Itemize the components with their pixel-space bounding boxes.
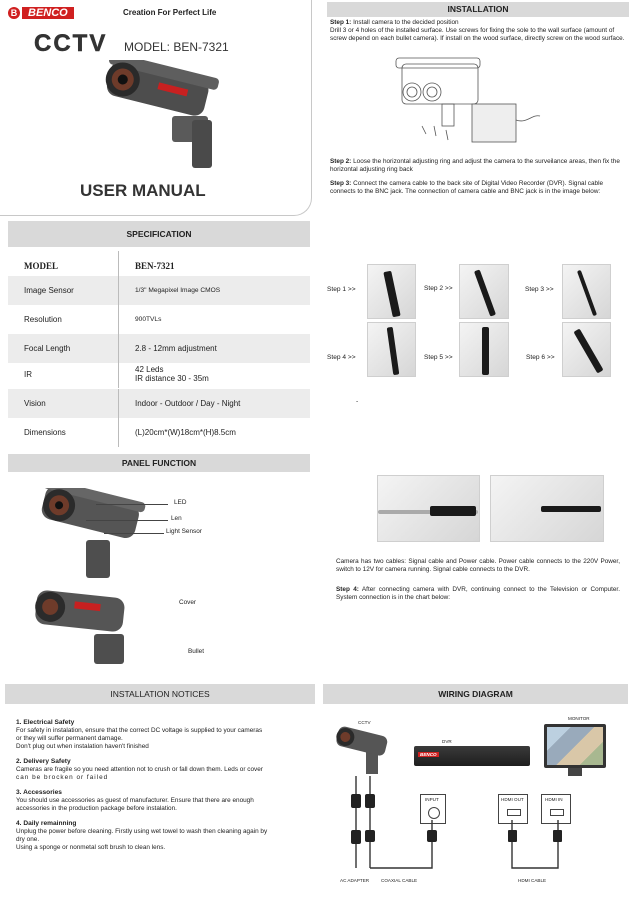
wd-monitor-label: MONITOR: [568, 716, 590, 721]
brand-name: BENCO: [22, 7, 74, 19]
spec-header-key: MODEL: [24, 260, 59, 271]
wd-dvr-box: [414, 746, 530, 766]
wd-monitor: [544, 724, 606, 768]
notice-heading: 2. Delivery Safety: [16, 758, 71, 765]
wd-cctv-label: CCTV: [358, 720, 371, 725]
spec-value: [118, 389, 310, 418]
step-label: Step 1 >>: [327, 286, 356, 293]
wd-cables: [336, 776, 626, 876]
step4-body: After connecting camera with DVR, continuing connect to the Television or Computer. System connection is in the chart below:: [336, 586, 620, 601]
camera-illustration: [96, 60, 236, 170]
wd-camera: [332, 726, 392, 778]
step2-head: Step 2:: [330, 158, 352, 165]
step3-body: Connect the camera cable to the back site of Digital Video Recorder (DVR). Signal cable connects to the BNC jack. The connection of camera cable and BNC jack is in the image below:: [330, 180, 604, 195]
label-bullet: Bullet: [188, 648, 204, 655]
notice-line: Cameras are fragile so you need attention not to crush or fall down them. Leds or cover: [16, 766, 263, 773]
step4-text: [336, 586, 620, 602]
notice-line: Unplug the power before cleaning. Firstly using wet towel to wash then cleaning again by: [16, 828, 268, 835]
led-pointer: [96, 504, 168, 505]
spec-row: [8, 305, 310, 334]
panel-function-header: PANEL FUNCTION: [8, 454, 310, 472]
step3-text: [330, 180, 626, 196]
mounting-illustration: [382, 54, 544, 150]
step1-a: Install camera to the decided position: [353, 19, 459, 26]
spec-value-text: 1/3" Megapixel Image CMOS: [135, 287, 221, 294]
spec-value-text: Indoor - Outdoor / Day - Night: [135, 399, 241, 408]
wd-hdmi-cable-label: HDMI CABLE: [518, 878, 547, 883]
spec-key: Resolution: [24, 315, 62, 324]
light-sensor-pointer: [104, 533, 164, 534]
notice-line: You should use accessories as guest of manufacturer. Ensure that there are enough: [16, 797, 254, 804]
step-photo-4: [367, 322, 416, 377]
spec-key: Vision: [24, 399, 46, 408]
step-label: Step 2 >>: [424, 285, 453, 292]
spec-value-text: 2.8 - 12mm adjustment: [135, 344, 217, 353]
step1-b: Drill 3 or 4 holes of the installed surface. Use screws for fixing the sole to the wall surface (amount of screw depend on each bullet camera). If install on the wood surface, directly screw on the wood surface.: [330, 27, 625, 42]
notice-line: can be brocken or failed: [16, 774, 109, 781]
cables-text: Camera has two cables: Signal cable and Power cable. Power cable connects to the 220V Power, switch to 12V for camera running. Signal cable connects to the DVR.: [336, 558, 620, 573]
notice-line: accessories in the production package before instalation.: [16, 805, 177, 812]
step-photo-1: [367, 264, 416, 319]
notice-heading: 1. Electrical Safety: [16, 719, 75, 726]
step2-body: Loose the horizontal adjusting ring and adjust the camera to the surveilance areas, then fix the horizontal adjusting ring back: [330, 158, 620, 173]
step-label: Step 5 >>: [424, 354, 453, 361]
wd-ac-adapter-label: AC ADAPTER: [340, 878, 370, 883]
manual-title: USER MANUAL: [80, 181, 206, 200]
step-photo-3: [562, 264, 611, 319]
spec-value-text: IR distance 30 - 35m: [135, 374, 209, 383]
spec-value: [118, 305, 310, 334]
spec-key: Image Sensor: [24, 286, 74, 295]
spec-key: Dimensions: [24, 428, 66, 437]
spec-key: IR: [24, 369, 32, 379]
spec-value: [118, 360, 310, 388]
notices-header: INSTALLATION NOTICES: [5, 684, 315, 704]
spec-header-value: BEN-7321: [118, 251, 310, 280]
brand-logo-icon: B: [8, 7, 20, 19]
notice-line: For safety in instalation, ensure that the correct DC voltage is supplied to your cameras: [16, 727, 263, 734]
step-label: Step 3 >>: [525, 286, 554, 293]
spec-row: [8, 334, 310, 363]
wd-dvr-label: DVR: [442, 739, 452, 744]
spec-value: [118, 334, 310, 363]
notice-line: or they will suffer permanent damage.: [16, 735, 123, 742]
notice-line: Don't plug out when instalation haven't finished: [16, 743, 149, 750]
wiring-header: WIRING DIAGRAM: [323, 684, 628, 704]
wd-monitor-stand: [568, 768, 582, 776]
notice-heading: 3. Accessories: [16, 789, 62, 796]
wd-hdmi-out-label: HDMI OUT: [501, 797, 524, 802]
step3-head: Step 3:: [330, 180, 352, 187]
step4-head: Step 4:: [336, 586, 359, 593]
wd-input-label: INPUT: [425, 797, 439, 802]
model-heading: MODEL: BEN-7321: [124, 40, 229, 54]
wd-coaxial-label: COAXIAL CABLE: [381, 878, 418, 883]
label-cover: Cover: [179, 599, 197, 606]
installation-header: INSTALLATION: [327, 2, 629, 17]
label-led: LED: [174, 499, 187, 506]
panel-camera-bottom: [30, 590, 150, 670]
spec-row: [8, 389, 310, 418]
notice-heading: 4. Daily remainning: [16, 820, 77, 827]
len-pointer: [86, 520, 168, 521]
step-label: Step 4 >>: [327, 354, 356, 361]
specification-header: SPECIFICATION: [8, 221, 310, 247]
wd-dvr-brand: BENCO: [420, 752, 437, 757]
step-photo-6: [562, 322, 611, 377]
spec-key: Focal Length: [24, 344, 71, 353]
notice-line: dry one.: [16, 836, 40, 843]
step1-head: Step 1:: [330, 19, 352, 26]
slogan: Creation For Perfect Life: [123, 8, 217, 17]
brand-logo: [8, 6, 108, 20]
step-photo-2: [459, 264, 509, 319]
notices-list: [16, 712, 314, 852]
step1-text: [330, 19, 626, 43]
panel-camera-top: [36, 488, 156, 584]
wd-hdmi-in-label: HDMI IN: [545, 797, 563, 802]
cctv-title: CCTV: [34, 30, 108, 57]
spec-row: [8, 360, 310, 388]
spec-value-text: (L)20cm*(W)18cm*(H)8.5cm: [135, 428, 236, 437]
connection-photo-1: [377, 475, 480, 542]
notice-line: Using a sponge or nonmetal soft brush to clean lens.: [16, 844, 166, 851]
spec-value: [118, 418, 310, 447]
spec-value-text: 42 Leds: [135, 365, 164, 374]
connection-photo-2: [490, 475, 604, 542]
separator-dash: -: [356, 398, 359, 405]
step-photo-5: [459, 322, 509, 377]
spec-row: [8, 418, 310, 447]
spec-row: [8, 276, 310, 305]
step-label: Step 6 >>: [526, 354, 555, 361]
spec-value: [118, 276, 310, 305]
step2-text: [330, 158, 626, 174]
spec-value-text: 900TVLs: [135, 316, 162, 323]
label-light-sensor: Light Sensor: [166, 528, 202, 535]
label-len: Len: [171, 515, 182, 522]
